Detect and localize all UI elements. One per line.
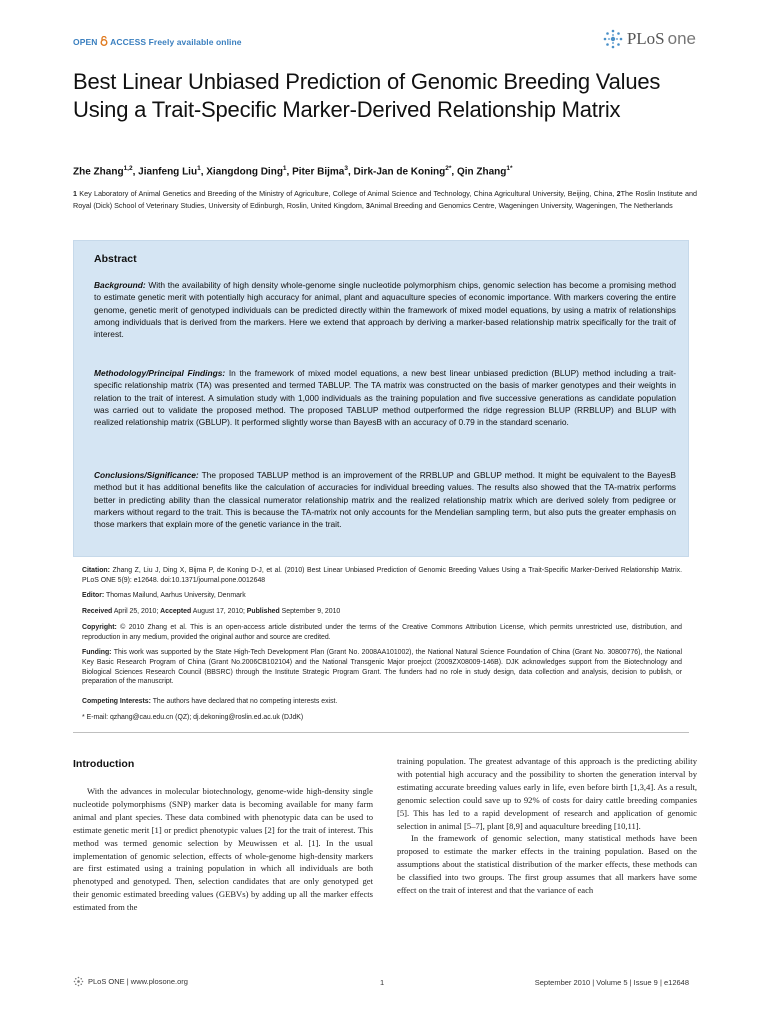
body-column-right <box>397 755 697 897</box>
affiliation-3: Animal Breeding and Genomics Centre, Wageningen University, Wageningen, The Netherlands <box>369 201 673 210</box>
author-name: Dirk-Jan de Koning <box>353 166 446 178</box>
page-number: 1 <box>380 978 385 987</box>
affiliations <box>73 188 697 212</box>
author-name: Qin Zhang <box>456 166 507 178</box>
funding <box>82 648 682 687</box>
accepted-date: August 17, 2010; <box>192 608 245 615</box>
methods-label: Methodology/Principal Findings: <box>94 368 226 378</box>
intro-paragraph-1: With the advances in molecular biotechnology, genome-wide high-density single nucleotide polymorphisms (SNP) marker data is becoming available for many farm animal and plant species. These data combined with phenotypic data can be used to estimate genetic merit [1] or predict phenotypic values [2] for the trait of interest. This method was termed genomic selection by Meuwissen et al. [1]. In the usual implementation of genomic selection, effects of whole-genome high-density markers are first estimated using a training population in which all individuals are both phenotyped and genotyped. Then, selection candidates that are only genotyped get their genomic estimated breeding values (GEBVs) by adding up all the marker effects estimated from the <box>73 786 373 913</box>
body-column-left <box>73 785 373 914</box>
received-date: April 25, 2010; <box>113 608 159 615</box>
logo-plos-text: PLoS <box>626 29 665 48</box>
methods-text: In the framework of mixed model equations, a new best linear unbiased prediction (BLUP) method including a trait-specific relationship matrix (TA) was presented and termed TABLUP. The TA matrix was constructed on the basis of marker genotypes and their weights in relation to the trait of interest. A simulation study with 1,000 individuals as the training population and five successive generations as candidate population was carried out to validate the proposed method. The proposed TABLUP method outperformed the ridge regression BLUP (RRBLUP) and BLUP with realized relationship matrix (GBLUP). It performed slightly worse than BayesB with an accuracy of 0.79 in the standard scenario. <box>94 368 677 428</box>
access-label: ACCESS <box>110 37 147 47</box>
abstract-heading: Abstract <box>94 253 137 265</box>
abstract-box <box>73 240 689 557</box>
conclusions-label: Conclusions/Significance: <box>94 470 199 480</box>
author-affiliation-mark: 3 <box>344 165 348 172</box>
accepted-label: Accepted <box>160 608 192 615</box>
author-list: Zhe Zhang$^{1,2}$, Jianfeng Liu$^1$, Xiangdong Ding$^1$, Piter Bijma$^3$, Dirk-Jan de Koning$^{2*}$, Qin Zhang$^{1*}$ <box>73 165 513 178</box>
plos-burst-icon <box>602 28 624 50</box>
affiliation-number: 1 <box>73 189 77 198</box>
conclusions-text: The proposed TABLUP method is an improvement of the RRBLUP and GBLUP method. It might be equivalent to the BayesB method but it has additional benefits like the calculation of accuracies for individual breeding values. The results also showed that the TA-matrix performs better in predicting ability than the classical numerator relationship matrix and the realized relationship matrix which are derived solely from pedigree or markers without regard to the trait. This is because the TA-matrix not only accounts for the Mendelian sampling term, but also puts the greater emphasis on those markers that explain more of the genetic variance in the trait. <box>94 470 676 530</box>
received-label: Received <box>82 608 113 615</box>
citation <box>82 566 682 586</box>
competing-interests <box>82 697 682 707</box>
citation-text: Zhang Z, Liu J, Ding X, Bijma P, de Koning D-J, et al. (2010) Best Linear Unbiased Prediction of Genomic Breeding Values Using a Trait-Specific Marker-Derived Relationship Matrix. PLoS ONE 5(9): e12648. doi:10.1371/journal.pone.0012648 <box>82 567 682 584</box>
open-access-banner <box>73 36 242 47</box>
author-name: Xiangdong Ding <box>206 166 283 178</box>
correspondence-email: * E-mail: qzhang@cau.edu.cn (QZ); dj.dekoning@roslin.ed.ac.uk (DJdK) <box>82 714 304 721</box>
freely-available-label: Freely available online <box>148 37 242 47</box>
competing-text: The authors have declared that no competing interests exist. <box>152 698 338 705</box>
competing-label: Competing Interests: <box>82 698 151 705</box>
author-affiliation-mark: 1 <box>282 165 287 172</box>
affiliation-number: 3 <box>365 201 370 210</box>
affiliation-1: Key Laboratory of Animal Genetics and Breeding of the Ministry of Agriculture, College of Animal Science and Technology, China Agricultural University, Beijing, China, <box>79 189 615 198</box>
editor-label: Editor: <box>82 592 105 599</box>
open-access-lock-icon <box>100 36 108 46</box>
footer-journal-text: PLoS ONE | www.plosone.org <box>88 977 188 986</box>
funding-label: Funding: <box>82 649 112 656</box>
copyright-text: © 2010 Zhang et al. This is an open-access article distributed under the terms of the Creative Commons Attribution License, which permits unrestricted use, distribution, and reproduction in any medium, provided the original author and source are credited. <box>82 624 682 641</box>
affiliation-2: The Roslin Institute and Royal (Dick) School of Veterinary Studies, University of Edinburgh, Roslin, United Kingdom, <box>73 189 698 210</box>
author-name: Piter Bijma <box>292 166 345 178</box>
footer-issue: September 2010 | Volume 5 | Issue 9 | e12648 <box>534 978 689 987</box>
dates <box>82 607 682 617</box>
affiliation-number: 2 <box>616 189 621 198</box>
intro-paragraph-2: In the framework of genomic selection, many statistical methods have been proposed to estimate the marker effects in the training population. Based on the assumptions about the statistical distribution of the marker effects, these methods can be classified into two groups. The first group assumes that all markers have some effect on the trait of interest and that the variance of each <box>397 833 697 896</box>
intro-paragraph-1-continued: training population. The greatest advantage of this approach is the predicting ability with potential high accuracy and the possibility to shorten the generation interval by estimating accurate breeding values early in life, even before birth [1,3,4]. As a result, genomic selection could save up to 92% of costs for dairy cattle breeding companies [5]. This has led to a rapid development of research and application of genomic selection in animal [5–7], plant [8,9] and aquaculture breeding [10,11]. <box>397 756 697 831</box>
editor-text: Thomas Mailund, Aarhus University, Denmark <box>106 592 246 599</box>
logo-one-text: one <box>667 29 696 48</box>
author-affiliation-mark: 1* <box>506 165 513 172</box>
author-affiliation-mark: 1,2 <box>123 165 133 172</box>
author-name: Zhe Zhang <box>73 166 124 178</box>
abstract-background <box>94 279 676 340</box>
background-label: Background: <box>94 280 146 290</box>
abstract-methods <box>94 367 676 428</box>
open-label: OPEN <box>73 37 98 47</box>
introduction-heading: Introduction <box>73 758 135 770</box>
article-title: Best Linear Unbiased Prediction of Genomic Breeding Values Using a Trait-Specific Marker-Derived Relationship Matrix <box>73 69 661 122</box>
page-footer <box>73 976 689 990</box>
section-divider <box>73 732 689 733</box>
author-name: Jianfeng Liu <box>138 166 198 178</box>
published-date: September 9, 2010 <box>281 608 341 615</box>
published-label: Published <box>246 608 280 615</box>
copyright <box>82 623 682 643</box>
author-affiliation-mark: 1 <box>197 165 201 172</box>
copyright-label: Copyright: <box>82 624 117 631</box>
citation-label: Citation: <box>82 567 110 574</box>
footer-journal <box>73 976 188 987</box>
funding-text: This work was supported by the State High-Tech Development Plan (Grant No. 2008AA101002), the National Natural Science Foundation of China (Grant No. 30800776), the National Key Basic Research Program of China (Grant No.2006CB102104) and the National Transgenic Major proejcct (2009ZX08009-146B). DJK acknowledges support from the Biotechnology and Biological Sciences Research Council (BBSRC) through the Institute Strategic Program Grant. The funders had no role in study design, data collection and analysis, decision to publish, or preparation of the manuscript. <box>82 649 682 686</box>
editor <box>82 591 682 601</box>
plos-one-logo <box>602 28 696 50</box>
plos-mini-burst-icon <box>73 976 84 987</box>
background-text: With the availability of high density whole-genome single nucleotide polymorphism chips, genomic selection has become a promising method to estimate genetic merit with potentially high accuracy for animal, plant and aquaculture species of economic importance. With markers covering the entire genome, genetic merit of genotyped individuals can be predicted directly within the framework of mixed model equations, by using a matrix of relationships among individuals that is derived from the markers. Here we extend that approach by deriving a marker-based relationship matrix specifically for the trait of interest. <box>94 280 676 340</box>
abstract-conclusions <box>94 469 676 530</box>
author-affiliation-mark: 2* <box>445 165 452 172</box>
